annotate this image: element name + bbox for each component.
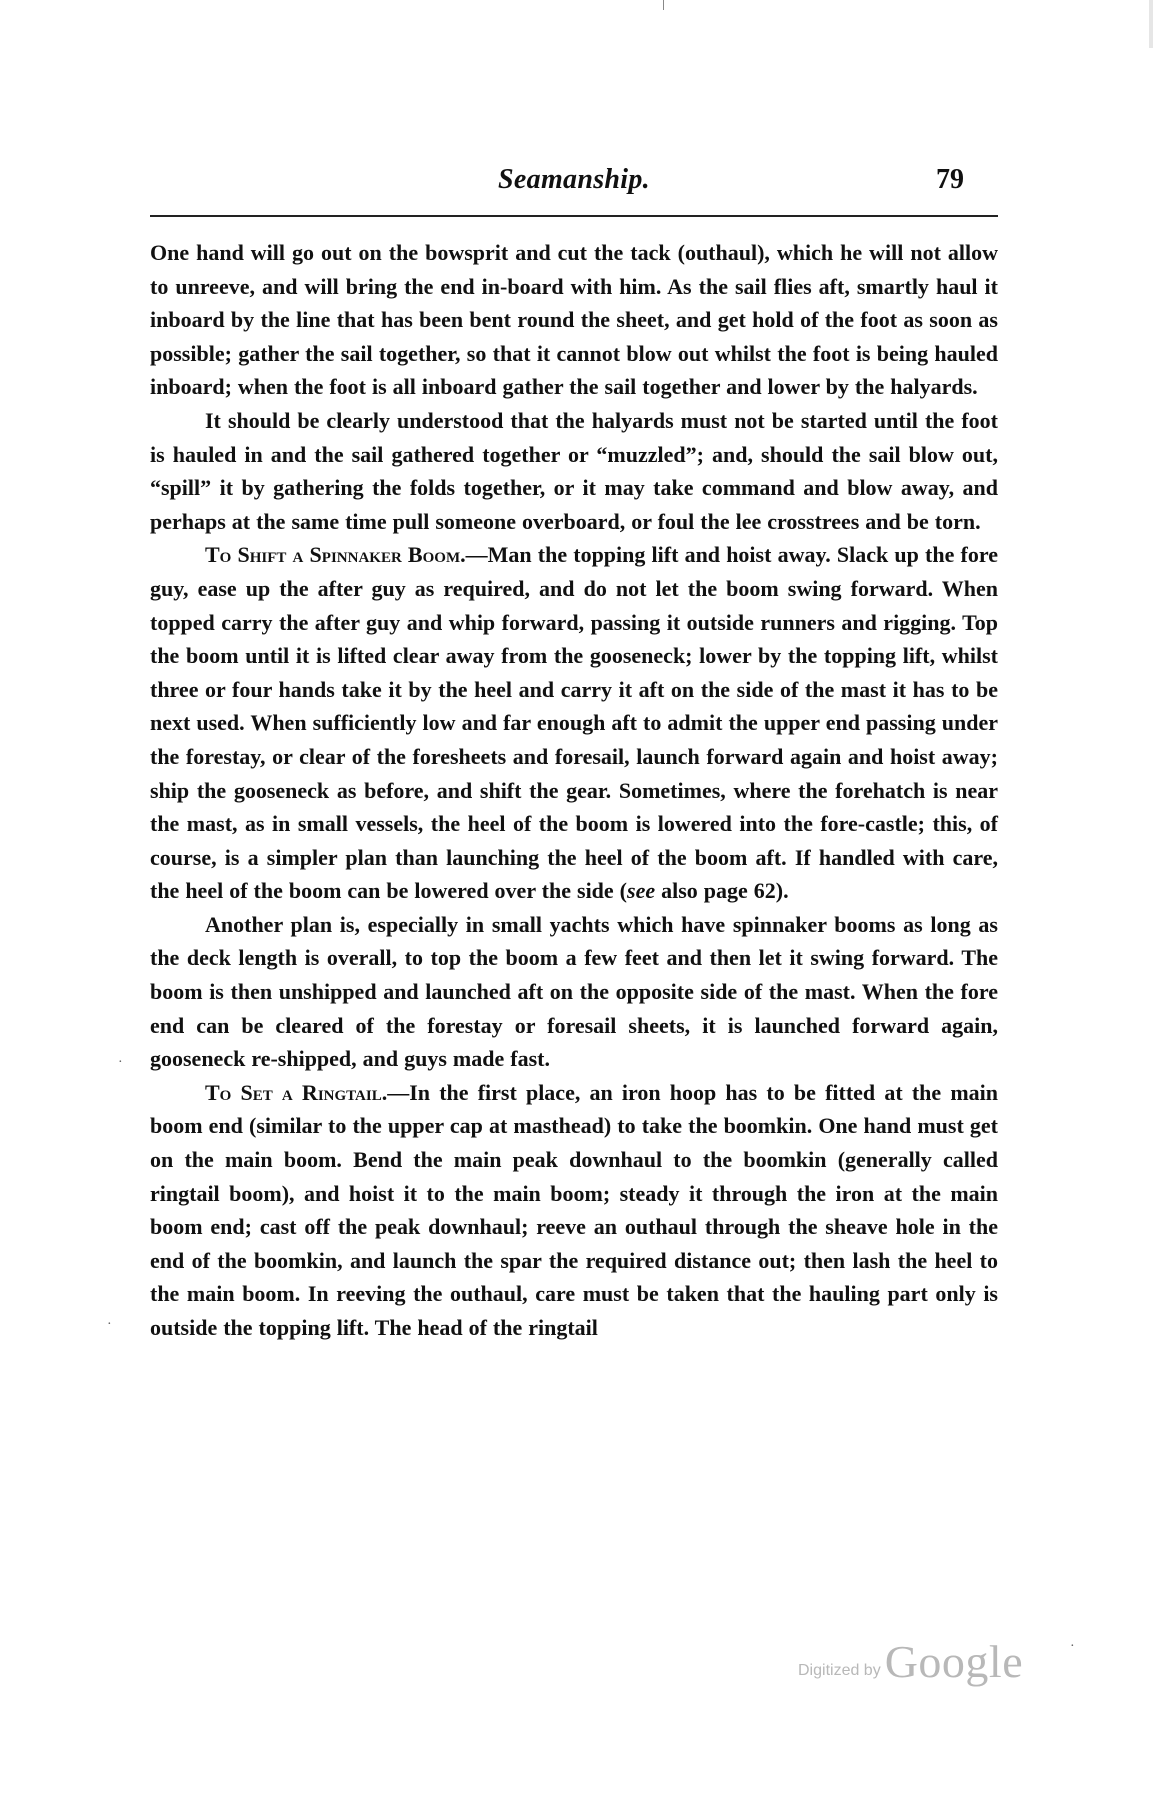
text-run: Another plan is, especially in small yachts which have spinnaker booms as long as the deck length is overall, to top the boom a few feet and then let it swing forward. The boom is then unshipped and launched aft on the opposite side of the mast. When the fore end can be cleared of the forestay or foresail sheets, it is launched forward again, gooseneck re-shipped, and guys made fast. <box>150 911 998 1072</box>
text-run: —Man the topping lift and hoist away. Slack up the fore guy, ease up the after guy as required, and do not let the boom swing forward. When topped carry the after guy and whip forward, passing it outside runners and rigging. Top the boom until it is lifted clear away from the gooseneck; lower by the topping lift, whilst three or four hands take it by the heel and carry it aft on the side of the mast it has to be next used. When sufficiently low and far enough aft to admit the upper end passing under the forestay, or clear of the foresheets and foresail, launch forward again and hoist away; ship the gooseneck as before, and shift the gear. Sometimes, where the forehatch is near the mast, as in small vessels, the heel of the boom is lowered into the fore-castle; this, of course, is a simpler plan than launching the heel of the boom aft. If handled with care, the heel of the boom can be lowered over the side ( <box>150 542 998 904</box>
paragraph <box>150 538 998 908</box>
margin-dot: · <box>107 1317 112 1332</box>
scan-edge-shadow <box>1149 0 1153 48</box>
paragraph <box>150 236 998 404</box>
italic-run: see <box>627 878 656 904</box>
text-run: also page 62). <box>655 878 789 904</box>
paragraph <box>150 908 998 1076</box>
section-heading: To Shift a Spinnaker Boom. <box>205 542 466 568</box>
header-rule <box>150 215 998 217</box>
running-title: Seamanship. <box>498 164 650 195</box>
section-heading: To Set a Ringtail. <box>205 1079 388 1105</box>
scan-edge-mark <box>663 0 664 10</box>
text-run: One hand will go out on the bowsprit and cut the tack (outhaul), which he will not allow to unreeve, and will bring the end in-board with him. As the sail flies aft, smartly haul it inboard by the line that has been bent round the sheet, and get hold of the foot as soon as possible; gather the sail together, so that it cannot blow out whilst the foot is being hauled inboard; when the foot is all inboard gather the sail together and lower by the halyards. <box>150 240 998 400</box>
text-run: It should be clearly understood that the halyards must not be started until the foot is hauled in and the sail gathered together or “muzzled”; and, should the sail blow out, “spill” it by gathering the folds together, or it may take command and blow away, and perhaps at the same time pull someone overboard, or foul the lee crosstrees and be torn. <box>150 407 998 534</box>
page-number: 79 <box>936 164 964 195</box>
margin-dot: · <box>118 1055 123 1070</box>
digitized-by-google-watermark <box>798 1638 1023 1688</box>
paragraph <box>150 404 998 538</box>
text-run: —In the first place, an iron hoop has to be fitted at the main boom end (similar to the upper cap at masthead) to take the boomkin. One hand must get on the main boom. Bend the main peak downhaul to the boomkin (generally called ringtail boom), and hoist it to the main boom; steady it through the iron at the main boom end; cast off the peak downhaul; reeve an outhaul through the sheave hole in the end of the boomkin, and launch the spar the required distance out; then lash the heel to the main boom. In reeving the outhaul, care must be taken that the hauling part only is outside the topping lift. The head of the ringtail <box>150 1079 998 1340</box>
page-header <box>150 160 998 204</box>
google-logo: Google <box>884 1636 1024 1687</box>
paragraph <box>150 1076 998 1345</box>
watermark-prefix: Digitized by <box>798 1662 881 1679</box>
body-text <box>150 236 998 1345</box>
margin-dot: · <box>1070 1639 1075 1654</box>
